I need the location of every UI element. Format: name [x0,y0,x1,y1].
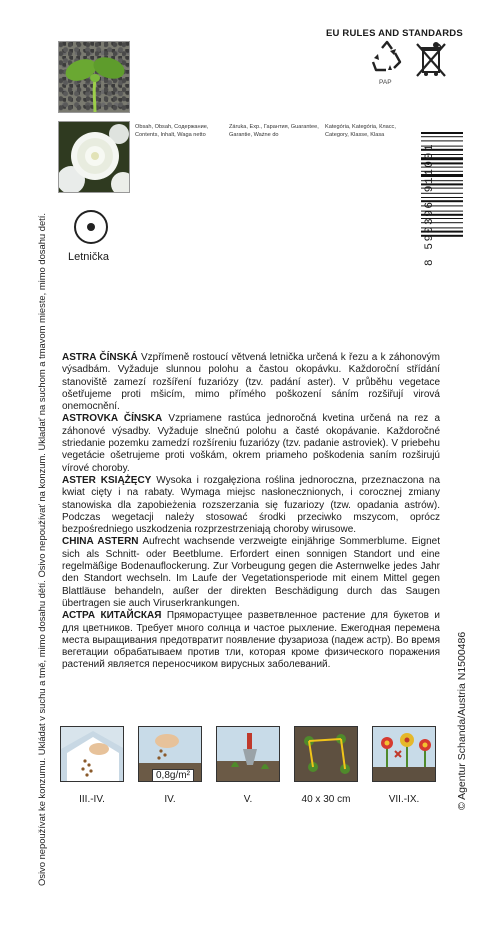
cultivation-steps [60,726,440,816]
step-caption: V. [243,794,253,805]
step-spacing [294,726,358,805]
crossed-bin-icon [414,40,448,80]
sowing-dose: 0,8g/m² [152,769,194,782]
spacing-icon [294,726,358,782]
step-caption: VII.-IX. [388,794,420,805]
sowing-indoor-icon [60,726,124,782]
harvest-flowers-icon [372,726,436,782]
trowel-icon [216,726,280,782]
recycling-icon [370,40,404,74]
step-caption: III.-IV. [79,794,105,805]
pap-label: PAP [379,79,392,86]
guarantee-label: Záruka, Exp., Гарантия, Guarantee, Garantie, Ważne do [229,124,319,138]
step-caption: IV. [164,794,176,805]
description-section [62,352,440,672]
description-cs: ASTRA ČÍNSKÁ Vzpřímeně rostoucí větvená letnička určená k řezu a k záhonovým výsadbám. Vyžaduje slunnou polohu a častou okopávku. Každoroční střídání stanoviště zamezí rozšíření fuzariózy (tzv. padání aster). V průběhu vegetace ošetřujeme proti mšicím, mimo přímého poškození sáním rozšiřují virová onemocnění. [62,352,441,413]
barcode-number: 8 590396 911001 [424,142,436,266]
aster-flower-photo [58,121,130,193]
eu-standards-title: EU RULES AND STANDARDS [326,28,463,39]
description-ru: АСТРА КИТАЙСКАЯ Пряморастущее разветвленное растение для букетов и для цветников. Требует много солнца и частое рыхление. Ежегодная перемена места выращивания предотвратит появление фузариоза (падеж астр). Во время вегетации обрабатываем против тли, которая кроме физического поражения растений является переносчиком вирусных заболеваний. [62,610,440,671]
annual-plant-icon [74,210,108,244]
step-sowing-indoor [60,726,124,805]
annual-label: Letnička [68,251,109,263]
description-pl: ASTER KSIĄŻĘCY Wysoka i rozgałęziona roślina jednoroczna, przeznaczona na kwiat cięty i na rabaty. Wymaga miejsc nasłonecznionych, i corocznej zmiany stanowiska dla zapobieżenia rozszerzania się fuzariozy (tzw. opadania astrów). Podczas wegetacji należy stosować środki przeciwko mszycom, oprócz bezpośredniego uszkodzenia rozprzestrzeniają choroby wirusowe. [62,474,441,536]
storage-warning-text: Osivo nepoužívat ke konzumu. Ukládat v suchu a tmě, mimo dosahu dětí. Osivo nepoužívať na konzum. Ukladať na suchom a tmavom mieste, mimo dosahu detí. [36,213,47,886]
contents-label: Obsah, Obsah, Содержание, Contents, Inhalt, Waga netto [135,124,209,138]
description-sk: ASTROVKA ČÍNSKA Vzpriamene rastúca jednoročná kvetina určená na rez a záhonové výsadby. Vyžaduje slnečnú polohu a časté okopávanie. Každoročné striedanie pozemku zamedzí rozšíreniu fuzariózy (tzv. padanie astroviek). V priebehu vegetácie ošetrujeme proti voškám, okrem priameho poškodenia saním rozširujú vírové choroby. [62,413,441,474]
seedling-photo [58,41,130,113]
category-label: Kategória, Kategória, Класс, Category, Klasse, Klasa [325,124,396,138]
copyright-text: © Agentur Schanda/Austria N1500486 [456,631,468,810]
description-de: CHINA ASTERN Aufrecht wachsende verzweigte einjährige Sommerblume. Eignet sich als Schnitt- oder Beetblume. Erfordert einen sonnigen Standort und eine regelmäßige Bodenauflockerung. Zur Vorbeugung gegen die Asternwelke jedes Jahr den Standort wechseln. Im Laufe der Vegetationsperiode mit einem Mittel gegen Blattläuse behandeln, außer der direkten Beschädigung durch das Saugen übertragen sie auch Viruserkrankungen. [62,536,440,609]
step-planting [216,726,280,805]
step-sowing-rate [138,726,202,805]
step-flowering [372,726,436,805]
step-caption: 40 x 30 cm [301,794,351,805]
sowing-rate-icon [138,726,202,782]
